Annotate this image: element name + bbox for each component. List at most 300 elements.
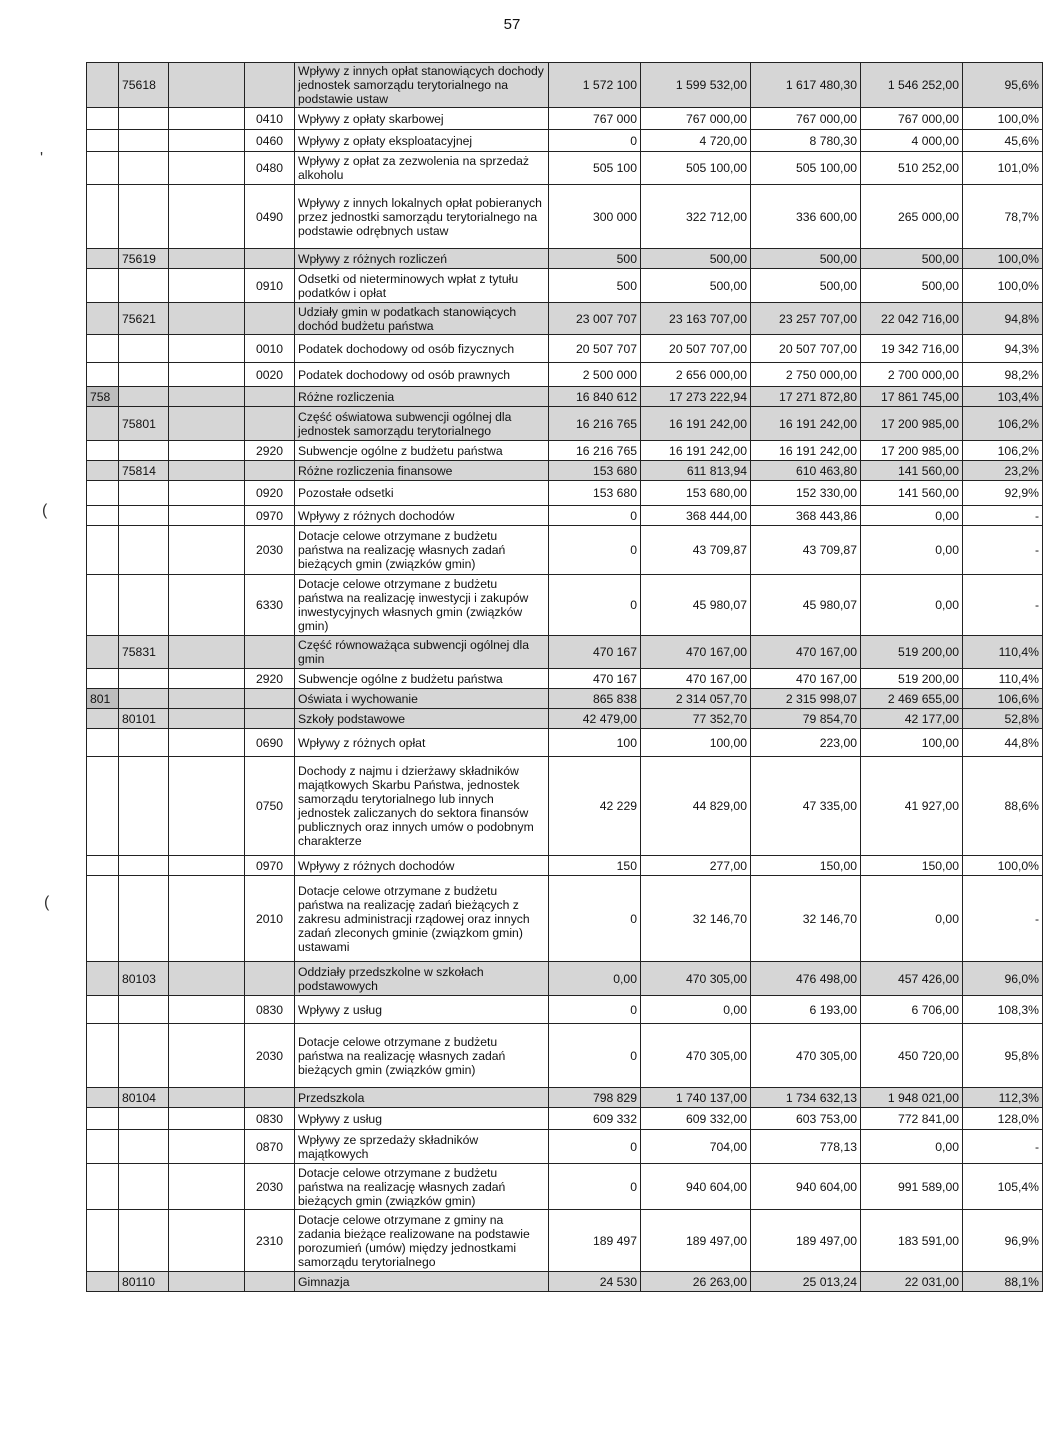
value-executed: 500,00 <box>751 269 861 303</box>
percent-index: 94,3% <box>963 335 1043 363</box>
item-name: Podatek dochodowy od osób prawnych <box>295 363 549 387</box>
item-name: Różne rozliczenia finansowe <box>295 461 549 481</box>
value-plan-after-changes: 2 656 000,00 <box>641 363 751 387</box>
value-projected: 100,00 <box>861 729 963 757</box>
item-name: Dotacje celowe otrzymane z budżetu państwa na realizację zadań bieżących z zakresu administracji rządowej oraz innych zadań zleconych gminie (związkom gmin) ustawami <box>295 876 549 962</box>
dzial-code <box>87 1108 119 1130</box>
rozdzial-code <box>119 130 169 152</box>
value-executed: 470 167,00 <box>751 636 861 669</box>
paragraph-row <box>87 506 1043 526</box>
paragraph-code <box>245 1088 295 1108</box>
item-name: Wpływy z różnych dochodów <box>295 856 549 876</box>
value-executed: 767 000,00 <box>751 108 861 130</box>
value-projected: 457 426,00 <box>861 962 963 996</box>
value-executed: 45 980,07 <box>751 575 861 636</box>
percent-index: 100,0% <box>963 108 1043 130</box>
item-name: Dotacje celowe otrzymane z budżetu państwa na realizację inwestycji i zakupów inwestycyjnych własnych gmin (związków gmin) <box>295 575 549 636</box>
percent-index: 106,2% <box>963 441 1043 461</box>
percent-index: 108,3% <box>963 996 1043 1024</box>
percent-index: 106,6% <box>963 689 1043 709</box>
dzial-code <box>87 481 119 506</box>
value-plan: 609 332 <box>549 1108 641 1130</box>
paragraph-row <box>87 130 1043 152</box>
value-projected: 510 252,00 <box>861 152 963 185</box>
value-plan: 24 530 <box>549 1272 641 1292</box>
paragraph-row <box>87 729 1043 757</box>
paragraph-row <box>87 1164 1043 1210</box>
dzial-code <box>87 1130 119 1164</box>
value-executed: 6 193,00 <box>751 996 861 1024</box>
spacer-cell <box>169 363 245 387</box>
paragraph-code: 0830 <box>245 1108 295 1130</box>
paragraph-code <box>245 636 295 669</box>
value-executed: 336 600,00 <box>751 185 861 249</box>
value-executed: 17 271 872,80 <box>751 387 861 407</box>
item-name: Wpływy ze sprzedaży składników majątkowych <box>295 1130 549 1164</box>
value-projected: 141 560,00 <box>861 461 963 481</box>
rozdzial-row <box>87 249 1043 269</box>
value-executed: 32 146,70 <box>751 876 861 962</box>
value-plan-after-changes: 611 813,94 <box>641 461 751 481</box>
dzial-code <box>87 152 119 185</box>
spacer-cell <box>169 269 245 303</box>
value-executed: 150,00 <box>751 856 861 876</box>
value-plan-after-changes: 45 980,07 <box>641 575 751 636</box>
paragraph-code <box>245 1272 295 1292</box>
spacer-cell <box>169 303 245 335</box>
value-projected: 17 200 985,00 <box>861 441 963 461</box>
percent-index: 98,2% <box>963 363 1043 387</box>
value-plan: 0 <box>549 130 641 152</box>
paragraph-row <box>87 669 1043 689</box>
percent-index: 95,6% <box>963 63 1043 108</box>
percent-index: 94,8% <box>963 303 1043 335</box>
value-projected: 500,00 <box>861 269 963 303</box>
paragraph-code: 0480 <box>245 152 295 185</box>
dzial-code <box>87 876 119 962</box>
item-name: Wpływy z opłaty eksploatacyjnej <box>295 130 549 152</box>
item-name: Różne rozliczenia <box>295 387 549 407</box>
percent-index: - <box>963 526 1043 575</box>
value-executed: 1 734 632,13 <box>751 1088 861 1108</box>
rozdzial-row <box>87 636 1043 669</box>
value-executed: 2 315 998,07 <box>751 689 861 709</box>
value-executed: 8 780,30 <box>751 130 861 152</box>
value-plan-after-changes: 2 314 057,70 <box>641 689 751 709</box>
spacer-cell <box>169 575 245 636</box>
paragraph-code: 0830 <box>245 996 295 1024</box>
value-plan: 150 <box>549 856 641 876</box>
value-projected: 0,00 <box>861 575 963 636</box>
value-plan-after-changes: 505 100,00 <box>641 152 751 185</box>
spacer-cell <box>169 1272 245 1292</box>
paragraph-code: 2030 <box>245 1024 295 1088</box>
spacer-cell <box>169 152 245 185</box>
margin-mark: ( <box>44 894 50 911</box>
value-plan: 767 000 <box>549 108 641 130</box>
value-plan-after-changes: 1 599 532,00 <box>641 63 751 108</box>
value-plan: 0 <box>549 876 641 962</box>
value-executed: 368 443,86 <box>751 506 861 526</box>
value-projected: 991 589,00 <box>861 1164 963 1210</box>
spacer-cell <box>169 856 245 876</box>
value-plan-after-changes: 500,00 <box>641 269 751 303</box>
rozdzial-row <box>87 1088 1043 1108</box>
value-plan-after-changes: 1 740 137,00 <box>641 1088 751 1108</box>
value-plan: 189 497 <box>549 1210 641 1272</box>
rozdzial-code: 75619 <box>119 249 169 269</box>
dzial-code <box>87 709 119 729</box>
percent-index: 110,4% <box>963 669 1043 689</box>
spacer-cell <box>169 996 245 1024</box>
value-executed: 1 617 480,30 <box>751 63 861 108</box>
value-projected: 1 546 252,00 <box>861 63 963 108</box>
value-projected: 519 200,00 <box>861 636 963 669</box>
value-projected: 42 177,00 <box>861 709 963 729</box>
value-plan-after-changes: 500,00 <box>641 249 751 269</box>
value-executed: 778,13 <box>751 1130 861 1164</box>
rozdzial-code <box>119 269 169 303</box>
rozdzial-code <box>119 757 169 856</box>
rozdzial-code <box>119 481 169 506</box>
spacer-cell <box>169 63 245 108</box>
value-plan-after-changes: 44 829,00 <box>641 757 751 856</box>
item-name: Odsetki od nieterminowych wpłat z tytułu podatków i opłat <box>295 269 549 303</box>
rozdzial-code <box>119 526 169 575</box>
value-plan: 42 479,00 <box>549 709 641 729</box>
item-name: Podatek dochodowy od osób fizycznych <box>295 335 549 363</box>
paragraph-row <box>87 996 1043 1024</box>
spacer-cell <box>169 130 245 152</box>
value-plan-after-changes: 368 444,00 <box>641 506 751 526</box>
paragraph-code: 0410 <box>245 108 295 130</box>
value-plan-after-changes: 322 712,00 <box>641 185 751 249</box>
dzial-code <box>87 108 119 130</box>
spacer-cell <box>169 387 245 407</box>
value-plan-after-changes: 470 167,00 <box>641 669 751 689</box>
paragraph-row <box>87 152 1043 185</box>
dzial-code <box>87 335 119 363</box>
dzial-code <box>87 729 119 757</box>
value-plan: 153 680 <box>549 481 641 506</box>
paragraph-row <box>87 757 1043 856</box>
paragraph-code <box>245 407 295 441</box>
rozdzial-row <box>87 407 1043 441</box>
value-executed: 940 604,00 <box>751 1164 861 1210</box>
value-projected: 183 591,00 <box>861 1210 963 1272</box>
item-name: Dotacje celowe otrzymane z budżetu państwa na realizację własnych zadań bieżących gmin (związków gmin) <box>295 1164 549 1210</box>
value-executed: 610 463,80 <box>751 461 861 481</box>
value-plan: 0 <box>549 506 641 526</box>
percent-index: 110,4% <box>963 636 1043 669</box>
percent-index: - <box>963 506 1043 526</box>
value-plan: 798 829 <box>549 1088 641 1108</box>
value-plan-after-changes: 470 305,00 <box>641 962 751 996</box>
rozdzial-row <box>87 303 1043 335</box>
paragraph-code: 2310 <box>245 1210 295 1272</box>
value-plan-after-changes: 16 191 242,00 <box>641 407 751 441</box>
paragraph-code: 0020 <box>245 363 295 387</box>
value-projected: 0,00 <box>861 506 963 526</box>
value-projected: 0,00 <box>861 876 963 962</box>
value-executed: 223,00 <box>751 729 861 757</box>
item-name: Subwencje ogólne z budżetu państwa <box>295 441 549 461</box>
rozdzial-code <box>119 441 169 461</box>
spacer-cell <box>169 689 245 709</box>
spacer-cell <box>169 441 245 461</box>
value-plan: 42 229 <box>549 757 641 856</box>
dzial-code <box>87 506 119 526</box>
paragraph-row <box>87 1130 1043 1164</box>
value-projected: 17 200 985,00 <box>861 407 963 441</box>
value-plan-after-changes: 26 263,00 <box>641 1272 751 1292</box>
spacer-cell <box>169 876 245 962</box>
dzial-code <box>87 636 119 669</box>
percent-index: 45,6% <box>963 130 1043 152</box>
item-name: Subwencje ogólne z budżetu państwa <box>295 669 549 689</box>
dzial-code <box>87 249 119 269</box>
value-plan: 505 100 <box>549 152 641 185</box>
value-executed: 152 330,00 <box>751 481 861 506</box>
rozdzial-code <box>119 363 169 387</box>
percent-index: 88,6% <box>963 757 1043 856</box>
percent-index: - <box>963 876 1043 962</box>
value-plan: 0 <box>549 1130 641 1164</box>
item-name: Wpływy z innych lokalnych opłat pobieranych przez jednostki samorządu terytorialnego na podstawie odrębnych ustaw <box>295 185 549 249</box>
value-plan: 2 500 000 <box>549 363 641 387</box>
paragraph-row <box>87 1108 1043 1130</box>
value-projected: 500,00 <box>861 249 963 269</box>
value-plan: 23 007 707 <box>549 303 641 335</box>
percent-index: 100,0% <box>963 856 1043 876</box>
paragraph-code: 2030 <box>245 526 295 575</box>
rozdzial-code <box>119 856 169 876</box>
paragraph-code: 0460 <box>245 130 295 152</box>
value-plan-after-changes: 153 680,00 <box>641 481 751 506</box>
dzial-row <box>87 387 1043 407</box>
item-name: Oddziały przedszkolne w szkołach podstawowych <box>295 962 549 996</box>
rozdzial-code: 80101 <box>119 709 169 729</box>
paragraph-code: 0870 <box>245 1130 295 1164</box>
rozdzial-code <box>119 335 169 363</box>
percent-index: 100,0% <box>963 269 1043 303</box>
dzial-code <box>87 962 119 996</box>
value-projected: 0,00 <box>861 526 963 575</box>
value-plan: 0,00 <box>549 962 641 996</box>
dzial-code <box>87 1210 119 1272</box>
paragraph-row <box>87 441 1043 461</box>
value-executed: 470 167,00 <box>751 669 861 689</box>
item-name: Wpływy z różnych dochodów <box>295 506 549 526</box>
paragraph-code: 6330 <box>245 575 295 636</box>
percent-index: 128,0% <box>963 1108 1043 1130</box>
dzial-code <box>87 363 119 387</box>
paragraph-row <box>87 856 1043 876</box>
rozdzial-code <box>119 1130 169 1164</box>
paragraph-row <box>87 335 1043 363</box>
value-plan-after-changes: 277,00 <box>641 856 751 876</box>
dzial-code <box>87 1272 119 1292</box>
paragraph-code: 2920 <box>245 441 295 461</box>
rozdzial-code <box>119 996 169 1024</box>
page-number: 57 <box>503 16 521 33</box>
dzial-code <box>87 996 119 1024</box>
dzial-code <box>87 130 119 152</box>
item-name: Oświata i wychowanie <box>295 689 549 709</box>
dzial-code <box>87 526 119 575</box>
spacer-cell <box>169 636 245 669</box>
value-projected: 0,00 <box>861 1130 963 1164</box>
dzial-code <box>87 1164 119 1210</box>
dzial-code <box>87 303 119 335</box>
value-executed: 25 013,24 <box>751 1272 861 1292</box>
item-name: Dochody z najmu i dzierżawy składników majątkowych Skarbu Państwa, jednostek samorządu terytorialnego lub innych jednostek zaliczanych do sektora finansów publicznych oraz innych umów o podobnym charakterze <box>295 757 549 856</box>
spacer-cell <box>169 506 245 526</box>
dzial-row <box>87 689 1043 709</box>
percent-index: - <box>963 575 1043 636</box>
paragraph-code: 0010 <box>245 335 295 363</box>
dzial-code <box>87 669 119 689</box>
paragraph-code <box>245 962 295 996</box>
rozdzial-code: 75621 <box>119 303 169 335</box>
value-plan: 1 572 100 <box>549 63 641 108</box>
value-executed: 189 497,00 <box>751 1210 861 1272</box>
paragraph-row <box>87 1024 1043 1088</box>
rozdzial-code <box>119 575 169 636</box>
paragraph-row <box>87 363 1043 387</box>
spacer-cell <box>169 526 245 575</box>
value-executed: 20 507 707,00 <box>751 335 861 363</box>
paragraph-row <box>87 108 1043 130</box>
item-name: Dotacje celowe otrzymane z budżetu państwa na realizację własnych zadań bieżących gmin (związków gmin) <box>295 526 549 575</box>
rozdzial-code: 80103 <box>119 962 169 996</box>
paragraph-code: 0750 <box>245 757 295 856</box>
value-plan: 16 840 612 <box>549 387 641 407</box>
value-plan: 153 680 <box>549 461 641 481</box>
rozdzial-code <box>119 1108 169 1130</box>
value-plan: 16 216 765 <box>549 441 641 461</box>
dzial-code <box>87 185 119 249</box>
value-plan: 500 <box>549 249 641 269</box>
rozdzial-code: 75801 <box>119 407 169 441</box>
spacer-cell <box>169 461 245 481</box>
dzial-code <box>87 1024 119 1088</box>
paragraph-code <box>245 461 295 481</box>
margin-mark: ( <box>42 502 48 519</box>
value-executed: 16 191 242,00 <box>751 441 861 461</box>
paragraph-code: 0970 <box>245 856 295 876</box>
dzial-code <box>87 269 119 303</box>
value-executed: 500,00 <box>751 249 861 269</box>
percent-index: 88,1% <box>963 1272 1043 1292</box>
value-executed: 2 750 000,00 <box>751 363 861 387</box>
value-plan-after-changes: 20 507 707,00 <box>641 335 751 363</box>
value-executed: 79 854,70 <box>751 709 861 729</box>
spacer-cell <box>169 757 245 856</box>
spacer-cell <box>169 108 245 130</box>
value-plan: 0 <box>549 1024 641 1088</box>
value-projected: 22 042 716,00 <box>861 303 963 335</box>
value-plan-after-changes: 704,00 <box>641 1130 751 1164</box>
rozdzial-code: 75831 <box>119 636 169 669</box>
paragraph-code <box>245 387 295 407</box>
value-executed: 470 305,00 <box>751 1024 861 1088</box>
budget-table <box>86 62 1043 1292</box>
paragraph-code <box>245 689 295 709</box>
value-projected: 2 469 655,00 <box>861 689 963 709</box>
value-plan: 20 507 707 <box>549 335 641 363</box>
percent-index: 96,0% <box>963 962 1043 996</box>
dzial-code <box>87 575 119 636</box>
rozdzial-row <box>87 709 1043 729</box>
value-executed: 505 100,00 <box>751 152 861 185</box>
rozdzial-row <box>87 1272 1043 1292</box>
margin-mark: ' <box>40 150 44 167</box>
rozdzial-code: 75814 <box>119 461 169 481</box>
value-projected: 19 342 716,00 <box>861 335 963 363</box>
value-plan: 100 <box>549 729 641 757</box>
dzial-code <box>87 856 119 876</box>
rozdzial-code: 75618 <box>119 63 169 108</box>
rozdzial-code <box>119 1210 169 1272</box>
percent-index: 112,3% <box>963 1088 1043 1108</box>
value-projected: 22 031,00 <box>861 1272 963 1292</box>
spacer-cell <box>169 962 245 996</box>
rozdzial-code <box>119 506 169 526</box>
dzial-code <box>87 1088 119 1108</box>
value-plan-after-changes: 0,00 <box>641 996 751 1024</box>
percent-index: 52,8% <box>963 709 1043 729</box>
value-executed: 476 498,00 <box>751 962 861 996</box>
spacer-cell <box>169 1088 245 1108</box>
paragraph-row <box>87 1210 1043 1272</box>
spacer-cell <box>169 729 245 757</box>
item-name: Przedszkola <box>295 1088 549 1108</box>
percent-index: 100,0% <box>963 249 1043 269</box>
value-plan-after-changes: 17 273 222,94 <box>641 387 751 407</box>
value-plan-after-changes: 470 167,00 <box>641 636 751 669</box>
value-plan: 470 167 <box>549 636 641 669</box>
item-name: Szkoły podstawowe <box>295 709 549 729</box>
item-name: Część oświatowa subwencji ogólnej dla jednostek samorządu terytorialnego <box>295 407 549 441</box>
value-plan-after-changes: 609 332,00 <box>641 1108 751 1130</box>
percent-index: 105,4% <box>963 1164 1043 1210</box>
paragraph-code <box>245 709 295 729</box>
spacer-cell <box>169 481 245 506</box>
value-executed: 603 753,00 <box>751 1108 861 1130</box>
dzial-code: 801 <box>87 689 119 709</box>
value-executed: 43 709,87 <box>751 526 861 575</box>
spacer-cell <box>169 669 245 689</box>
dzial-code <box>87 461 119 481</box>
value-projected: 2 700 000,00 <box>861 363 963 387</box>
percent-index: 106,2% <box>963 407 1043 441</box>
value-projected: 17 861 745,00 <box>861 387 963 407</box>
value-projected: 265 000,00 <box>861 185 963 249</box>
item-name: Wpływy z różnych opłat <box>295 729 549 757</box>
value-projected: 4 000,00 <box>861 130 963 152</box>
rozdzial-row <box>87 461 1043 481</box>
percent-index: 44,8% <box>963 729 1043 757</box>
paragraph-code: 0910 <box>245 269 295 303</box>
rozdzial-code <box>119 689 169 709</box>
value-plan-after-changes: 940 604,00 <box>641 1164 751 1210</box>
rozdzial-code <box>119 1024 169 1088</box>
value-plan: 500 <box>549 269 641 303</box>
value-plan-after-changes: 100,00 <box>641 729 751 757</box>
value-projected: 1 948 021,00 <box>861 1088 963 1108</box>
paragraph-code <box>245 63 295 108</box>
